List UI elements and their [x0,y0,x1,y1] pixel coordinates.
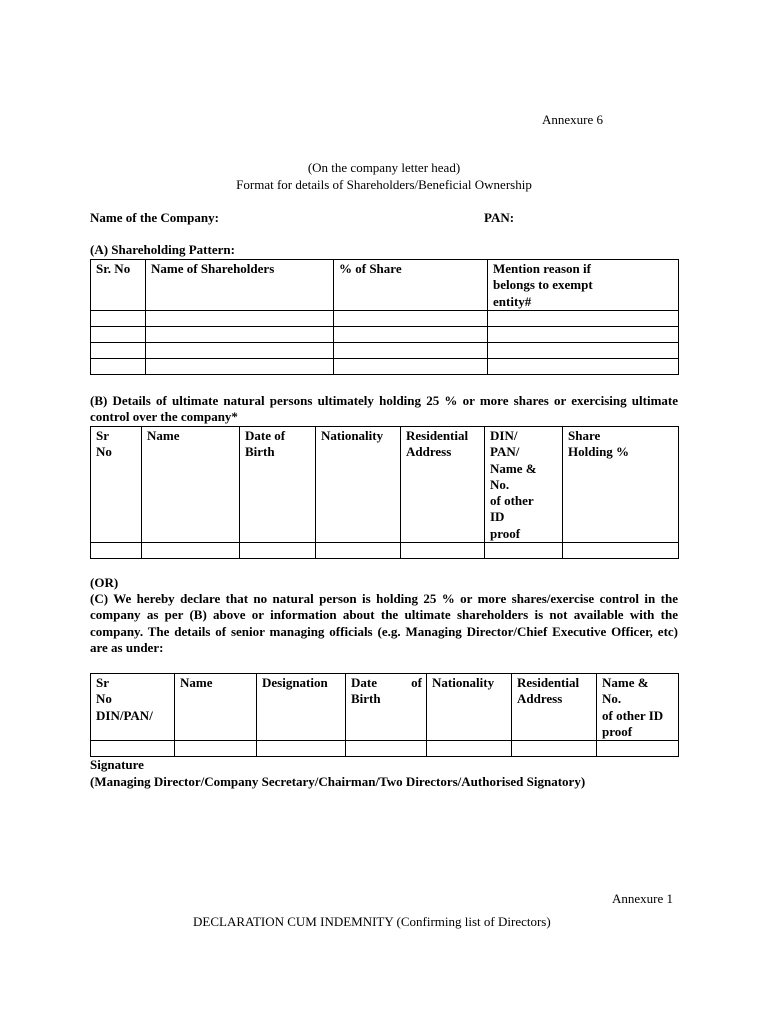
table-row [91,543,679,559]
header-sr-no [91,427,142,543]
header-date-of-birth [240,427,316,543]
table-cell[interactable] [175,741,257,757]
table-cell[interactable] [488,342,679,358]
header-line: Birth [245,444,275,460]
header-line: of other ID [602,707,664,723]
header-line: Birth [351,691,381,707]
header-din-pan [485,427,563,543]
signatory-roles: (Managing Director/Company Secretary/Chairman/Two Directors/Authorised Signatory) [90,774,586,789]
header-line: proof [602,723,633,739]
header-line: No. [490,476,510,492]
header-exempt-reason [488,260,679,311]
header-line: No [96,444,112,460]
header-line: PAN/ [490,444,520,460]
table-cell[interactable] [488,326,679,342]
header-word: Date [351,675,377,690]
header-line: Address [517,691,563,707]
table-header-row [91,260,679,311]
shareholding-pattern-table [90,259,679,375]
table-header-row [91,427,679,543]
table-row [91,342,679,358]
header-line: Name & [490,460,537,476]
declaration-indemnity-title: DECLARATION CUM INDEMNITY (Confirming list of Directors) [193,914,551,929]
header-line: Sr [96,428,109,443]
table-cell[interactable] [334,310,488,326]
letterhead-note: (On the company letter head) [307,160,461,175]
header-nationality: Nationality [427,674,512,741]
header-line [351,675,422,691]
table-header-row [91,674,679,741]
table-cell[interactable] [91,358,146,374]
header-line: entity# [493,293,532,309]
senior-officials-table [90,673,679,757]
pan-label: PAN: [484,210,515,225]
format-title: Format for details of Shareholders/Beneficial Ownership [236,177,532,192]
header-line: DIN/ [490,428,518,443]
table-cell[interactable] [240,543,316,559]
table-cell[interactable] [401,543,485,559]
header-line: Residential [406,428,469,443]
table-cell[interactable] [91,543,142,559]
section-b-heading: (B) Details of ultimate natural persons ultimately holding 25 % or more shares or exercising ultimate control over the company* [90,393,678,425]
table-cell[interactable] [91,326,146,342]
table-cell[interactable] [334,326,488,342]
table-row [91,326,679,342]
header-nationality: Nationality [316,427,401,543]
table-cell[interactable] [142,543,240,559]
section-a-heading: (A) Shareholding Pattern: [90,242,235,257]
header-line: of other [490,493,534,509]
or-label: (OR) [90,575,119,590]
header-line: Name & [602,675,649,690]
section-c-declaration: (C) We hereby declare that no natural person is holding 25 % or more shares/exercise control in the company as per (B) above or information about the ultimate shareholders is not available with the company. The details of senior managing officials (e.g. Managing Director/Chief Executive Officer, etc) are as under: [90,591,678,655]
header-line: Holding % [568,444,630,460]
table-cell[interactable] [597,741,679,757]
table-cell[interactable] [146,310,334,326]
header-residential-address [512,674,597,741]
header-line: No. [602,691,622,707]
signature-label: Signature [90,757,144,772]
table-cell[interactable] [146,358,334,374]
header-line: DIN/PAN/ [96,707,153,723]
table-cell[interactable] [316,543,401,559]
table-cell[interactable] [146,326,334,342]
header-line: proof [490,525,521,541]
annexure-1-label: Annexure 1 [612,891,674,906]
table-cell[interactable] [427,741,512,757]
header-designation: Designation [257,674,346,741]
header-percent-share: % of Share [334,260,488,311]
table-cell[interactable] [512,741,597,757]
header-line: belongs to exempt [493,277,593,293]
table-row [91,741,679,757]
header-residential-address [401,427,485,543]
table-cell[interactable] [563,543,679,559]
table-cell[interactable] [334,342,488,358]
header-line: Date of [245,428,286,443]
company-name-label: Name of the Company: [90,210,219,225]
table-cell[interactable] [334,358,488,374]
header-other-id-proof [597,674,679,741]
header-date-of-birth [346,674,427,741]
table-cell[interactable] [91,310,146,326]
header-line: Share [568,428,601,443]
table-row [91,310,679,326]
header-name: Name [142,427,240,543]
table-cell[interactable] [146,342,334,358]
header-line: Residential [517,675,580,690]
annexure-6-label: Annexure 6 [542,112,604,127]
header-line: ID [490,509,505,525]
ultimate-persons-table [90,426,679,559]
header-share-holding [563,427,679,543]
table-cell[interactable] [257,741,346,757]
table-row [91,358,679,374]
header-line: No [96,691,112,707]
header-name-of-shareholders: Name of Shareholders [146,260,334,311]
header-sr-no: Sr. No [91,260,146,311]
header-line: Address [406,444,452,460]
table-cell[interactable] [91,342,146,358]
table-cell[interactable] [346,741,427,757]
table-cell[interactable] [488,310,679,326]
header-sr-no-din-pan [91,674,175,741]
table-cell[interactable] [488,358,679,374]
header-word: of [411,675,422,690]
header-line: Mention reason if [493,261,591,276]
table-cell[interactable] [91,741,175,757]
header-line: Sr [96,675,109,690]
header-name: Name [175,674,257,741]
table-cell[interactable] [485,543,563,559]
